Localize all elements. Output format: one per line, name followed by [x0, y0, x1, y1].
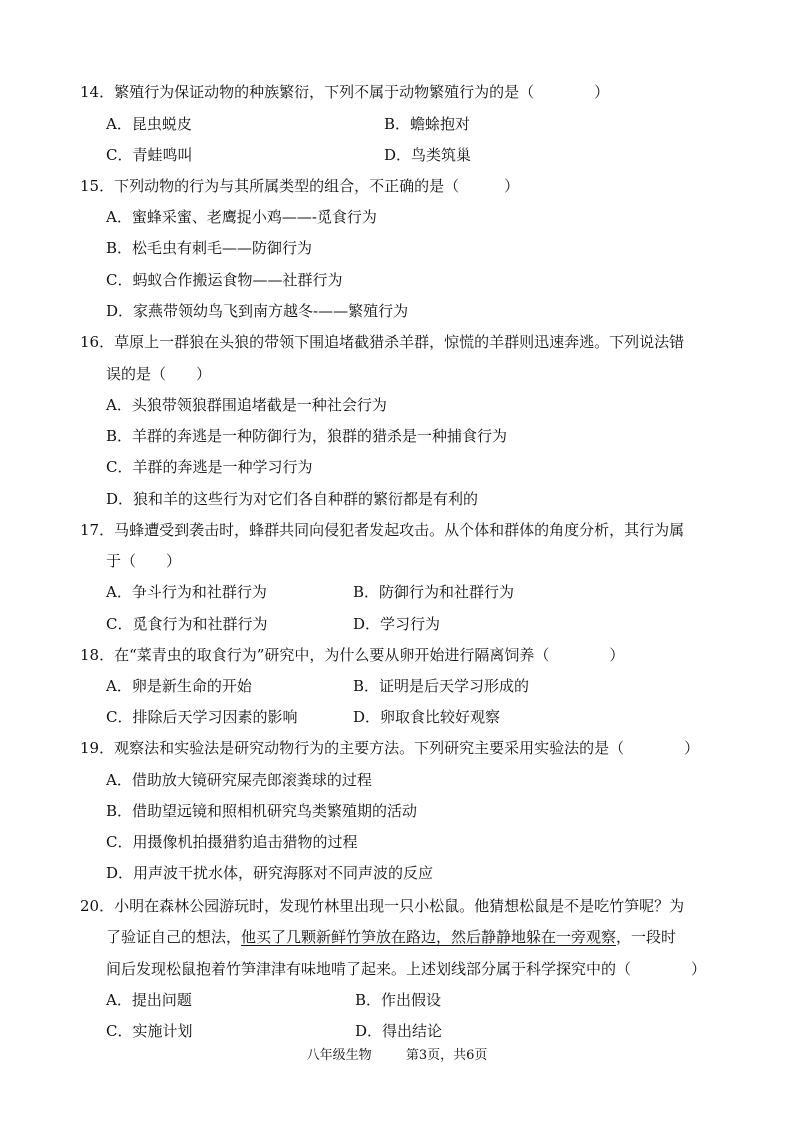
- question-20-stem-pre: 了验证自己的想法，: [106, 928, 242, 946]
- question-15-option-c[interactable]: C．蚂蚁合作搬运食物——社群行为: [106, 271, 343, 289]
- question-20-underlined-text: 他买了几颗新鲜竹笋放在路边，然后静静地躲在一旁观察: [241, 928, 617, 946]
- question-17-option-b[interactable]: B．防御行为和社群行为: [353, 583, 515, 601]
- question-14-option-d[interactable]: D．鸟类筑巢: [384, 146, 472, 164]
- question-20-option-c[interactable]: C．实施计划: [106, 1022, 193, 1040]
- question-18-stem: 18．在“菜青虫的取食行为”研究中，为什么要从卵开始进行隔离饲养（ ）: [80, 646, 625, 664]
- question-18-option-b[interactable]: B．证明是后天学习形成的: [353, 677, 530, 695]
- question-19-stem: 19．观察法和实验法是研究动物行为的主要方法。下列研究主要采用实验法的是（ ）: [80, 739, 700, 757]
- question-17-option-d[interactable]: D．学习行为: [353, 615, 441, 633]
- question-14-option-a[interactable]: A．昆虫蜕皮: [106, 115, 192, 133]
- question-15-stem: 15．下列动物的行为与其所属类型的组合，不正确的是（ ）: [80, 177, 520, 195]
- page-footer: [0, 1047, 794, 1065]
- question-19-option-a[interactable]: A．借助放大镜研究屎壳郎滚粪球的过程: [106, 771, 372, 789]
- question-19-option-d[interactable]: D．用声波干扰水体，研究海豚对不同声波的反应: [106, 864, 434, 882]
- question-19-option-c[interactable]: C．用摄像机拍摄猎豹追击猎物的过程: [106, 833, 358, 851]
- question-20-stem-line-2: [106, 927, 676, 947]
- question-16-stem-line-2: 误的是（ ）: [106, 365, 212, 383]
- question-18-option-d[interactable]: D．卵取食比较好观察: [353, 708, 501, 726]
- question-20-option-a[interactable]: A．提出问题: [106, 991, 192, 1009]
- question-20-option-d[interactable]: D．得出结论: [355, 1022, 443, 1040]
- question-17-stem-line-2: 于（ ）: [106, 552, 182, 570]
- question-15-option-d[interactable]: D．家燕带领幼鸟飞到南方越冬-——繁殖行为: [106, 302, 409, 320]
- question-14-option-c[interactable]: C．青蛙鸣叫: [106, 146, 193, 164]
- footer-subject: 八年级生物: [306, 1048, 372, 1063]
- question-20-option-b[interactable]: B．作出假设: [355, 991, 442, 1009]
- question-15-option-b[interactable]: B．松毛虫有刺毛——防御行为: [106, 239, 313, 257]
- question-16-option-d[interactable]: D．狼和羊的这些行为对它们各自种群的繁衍都是有利的: [106, 490, 479, 508]
- question-16-stem-line-1: 16．草原上一群狼在头狼的带领下围追堵截猎杀羊群，惊慌的羊群则迅速奔逃。下列说法错: [80, 333, 685, 351]
- question-14-stem: 14．繁殖行为保证动物的种族繁衍，下列不属于动物繁殖行为的是（ ）: [80, 83, 610, 101]
- question-18-option-a[interactable]: A．卵是新生命的开始: [106, 677, 252, 695]
- question-14-option-b[interactable]: B．蟾蜍抱对: [384, 115, 471, 133]
- question-20-stem-post: ，一段时: [616, 928, 677, 946]
- question-18-option-c[interactable]: C．排除后天学习因素的影响: [106, 708, 298, 726]
- question-16-option-a[interactable]: A．头狼带领狼群围追堵截是一种社会行为: [106, 396, 387, 414]
- question-17-stem-line-1: 17．马蜂遭受到袭击时，蜂群共同向侵犯者发起攻击。从个体和群体的角度分析，其行为属: [80, 521, 685, 539]
- question-15-option-a[interactable]: A．蜜蜂采蜜、老鹰捉小鸡——-觅食行为: [106, 208, 377, 226]
- question-16-option-c[interactable]: C．羊群的奔逃是一种学习行为: [106, 458, 313, 476]
- question-17-option-c[interactable]: C．觅食行为和社群行为: [106, 615, 268, 633]
- question-16-option-b[interactable]: B．羊群的奔逃是一种防御行为，狼群的猎杀是一种捕食行为: [106, 427, 508, 445]
- question-20-stem-line-1: 20．小明在森林公园游玩时，发现竹林里出现一只小松鼠。他猜想松鼠是不是吃竹笋呢？为: [80, 897, 685, 915]
- footer-page-number: 第3页，共6页: [405, 1048, 488, 1063]
- question-20-stem-line-3: 间后发现松鼠抱着竹笋津津有味地啃了起来。上述划线部分属于科学探究中的（ ）: [106, 960, 707, 978]
- question-17-option-a[interactable]: A．争斗行为和社群行为: [106, 583, 267, 601]
- question-19-option-b[interactable]: B．借助望远镜和照相机研究鸟类繁殖期的活动: [106, 802, 418, 820]
